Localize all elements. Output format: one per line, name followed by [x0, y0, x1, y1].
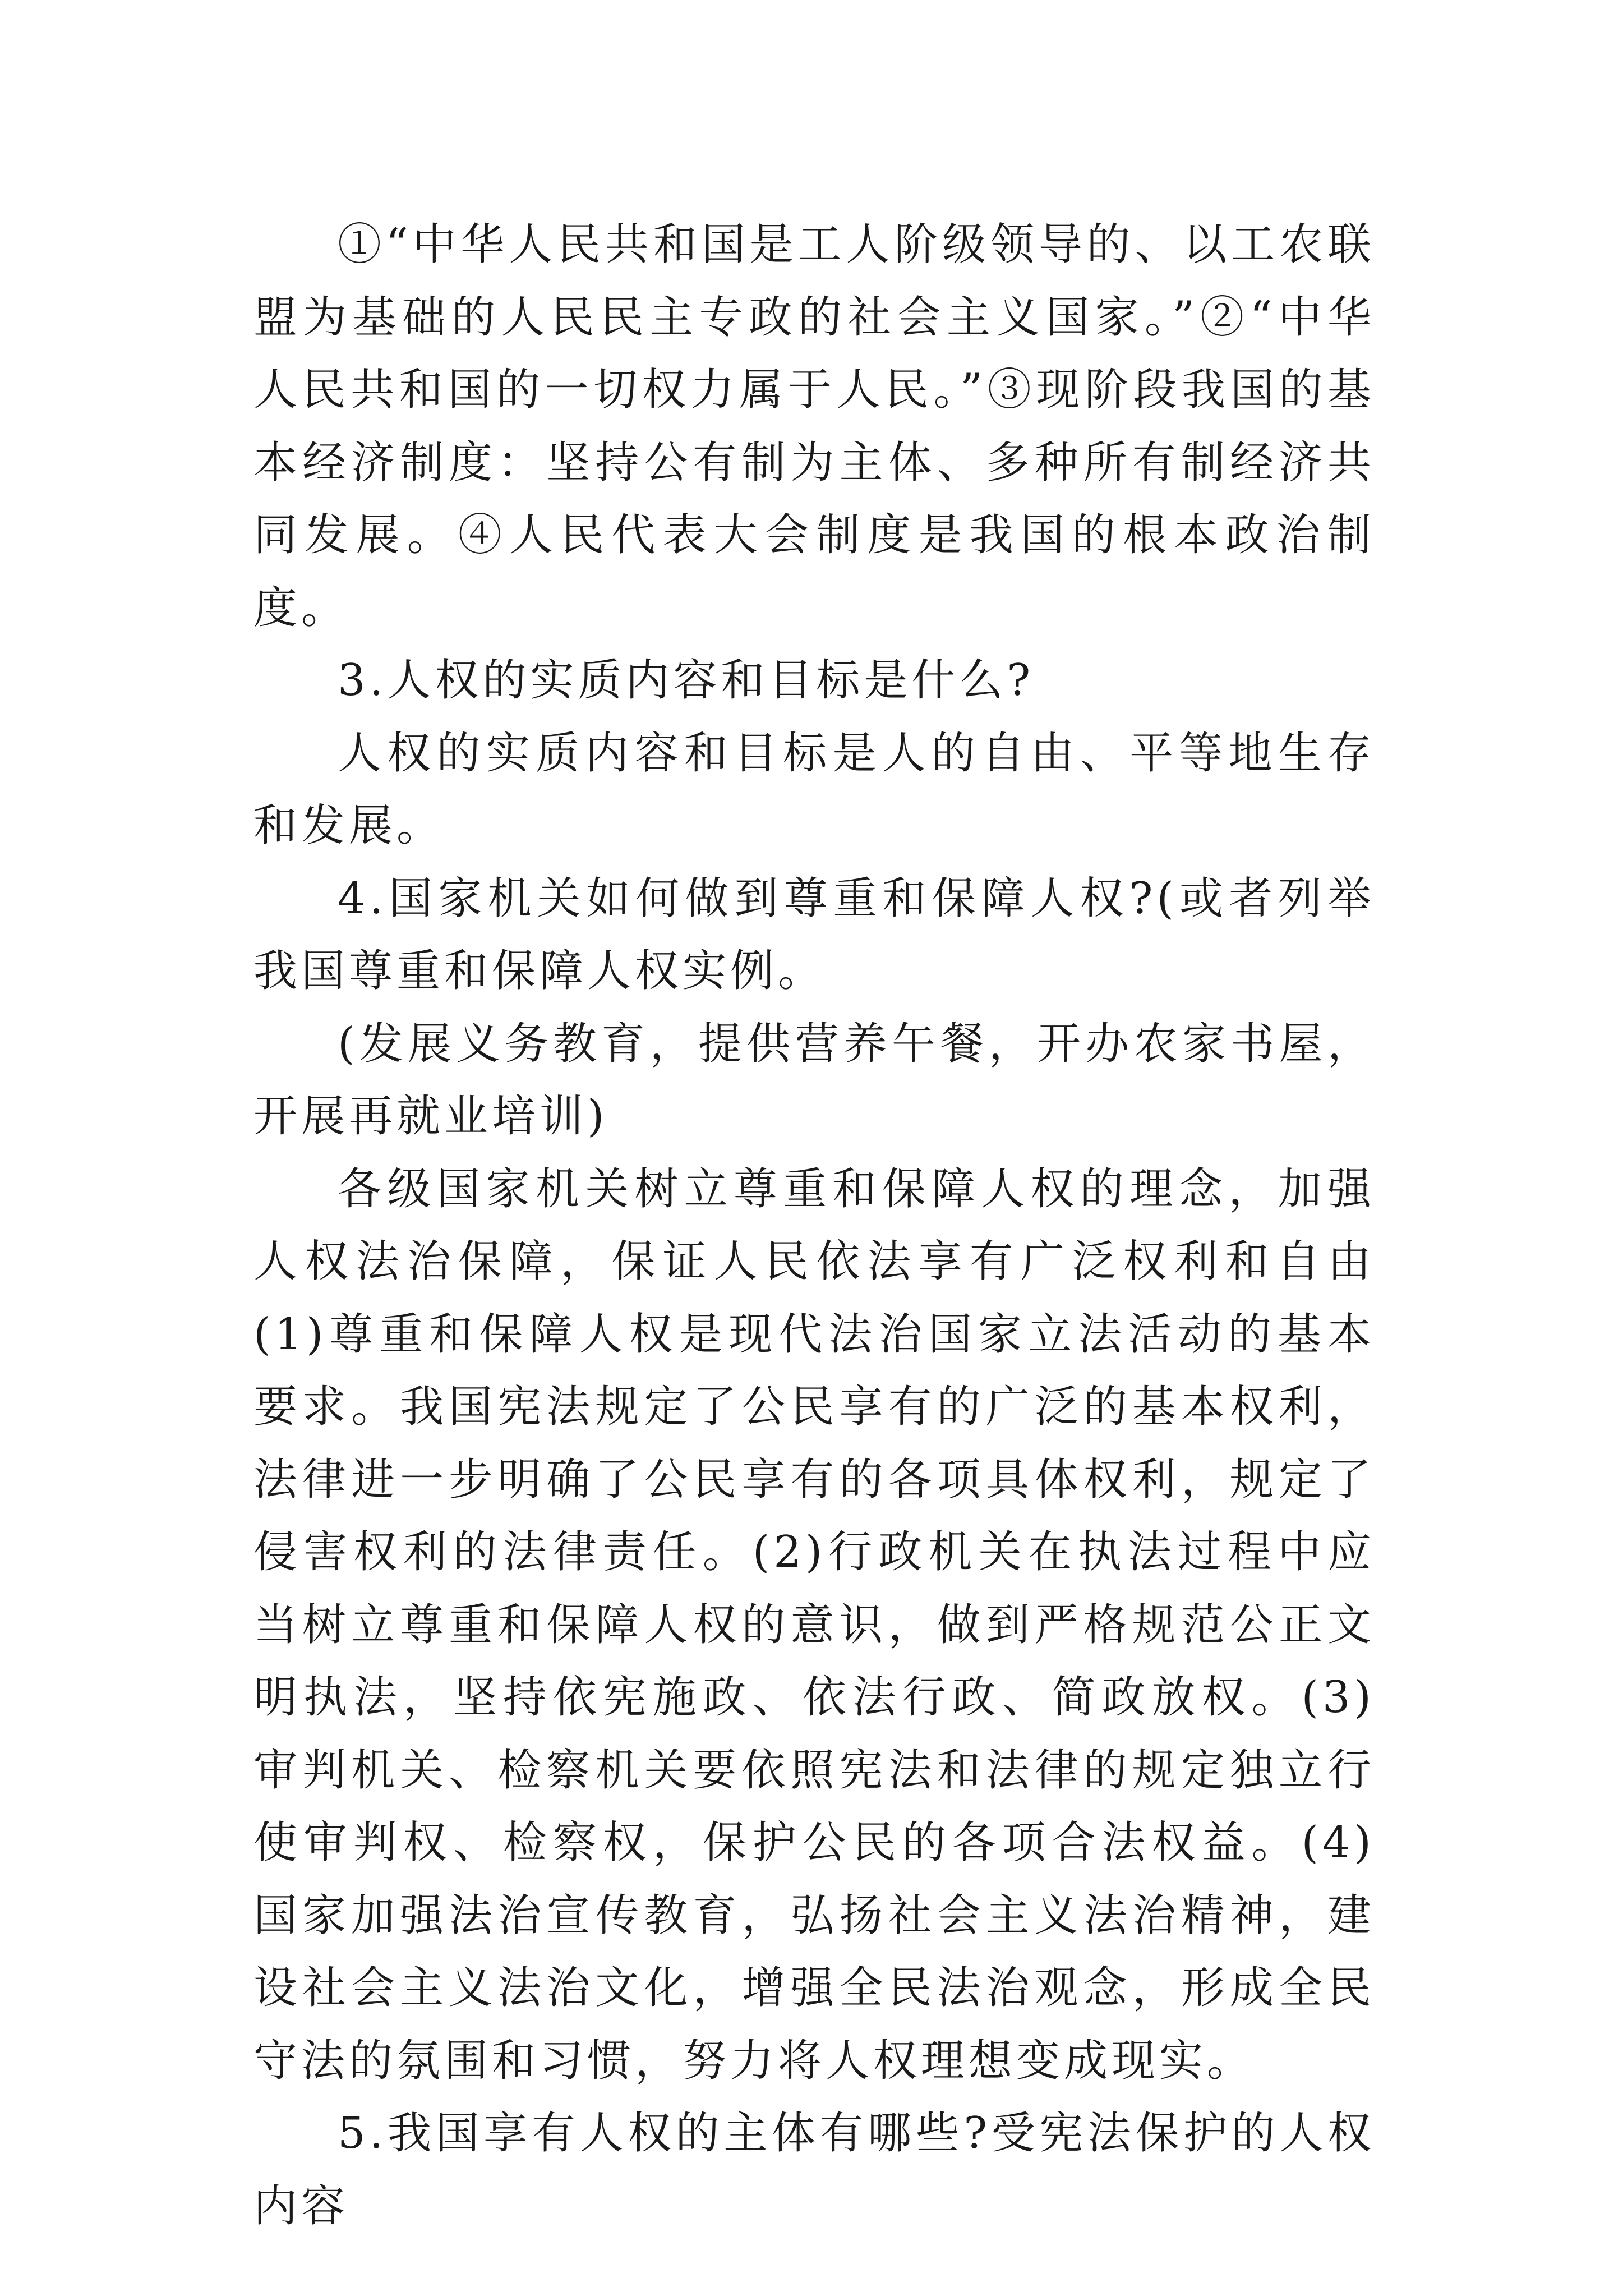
- body-text: [253, 209, 1375, 2243]
- question-4: 4.国家机关如何做到尊重和保障人权?(或者列举我国尊重和保障人权实例。: [253, 873, 1375, 996]
- question-3: 3.人权的实质内容和目标是什么?: [338, 655, 1035, 706]
- examples-note: (发展义务教育，提供营养午餐，开办农家书屋，开展再就业培训): [253, 1018, 1375, 1142]
- question-5: 5.我国享有人权的主体有哪些?受宪法保护的人权内容: [253, 2108, 1375, 2231]
- answer-3: 人权的实质内容和目标是人的自由、平等地生存和发展。: [253, 728, 1375, 851]
- paragraph-constitution-quotes: ①“中华人民共和国是工人阶级领导的、以工农联盟为基础的人民民主专政的社会主义国家。”②“中华人民共和国的一切权力属于人民。”③现阶段我国的基本经济制度：坚持公有制为主体、多种所有制经济共同发展。④人民代表大会制度是我国的根本政治制度。: [253, 219, 1375, 633]
- answer-4: 各级国家机关树立尊重和保障人权的理念，加强人权法治保障，保证人民依法享有广泛权利和自由(1)尊重和保障人权是现代法治国家立法活动的基本要求。我国宪法规定了公民享有的广泛的基本权利，法律进一步明确了公民享有的各项具体权利，规定了侵害权利的法律责任。(2)行政机关在执法过程中应当树立尊重和保障人权的意识，做到严格规范公正文明执法，坚持依宪施政、依法行政、简政放权。(3)审判机关、检察机关要依照宪法和法律的规定独立行使审判权、检察权，保护公民的各项合法权益。(4)国家加强法治宣传教育，弘扬社会主义法治精神，建设社会主义法治文化，增强全民法治观念，形成全民守法的氛围和习惯，努力将人权理想变成现实。: [253, 1163, 1375, 2086]
